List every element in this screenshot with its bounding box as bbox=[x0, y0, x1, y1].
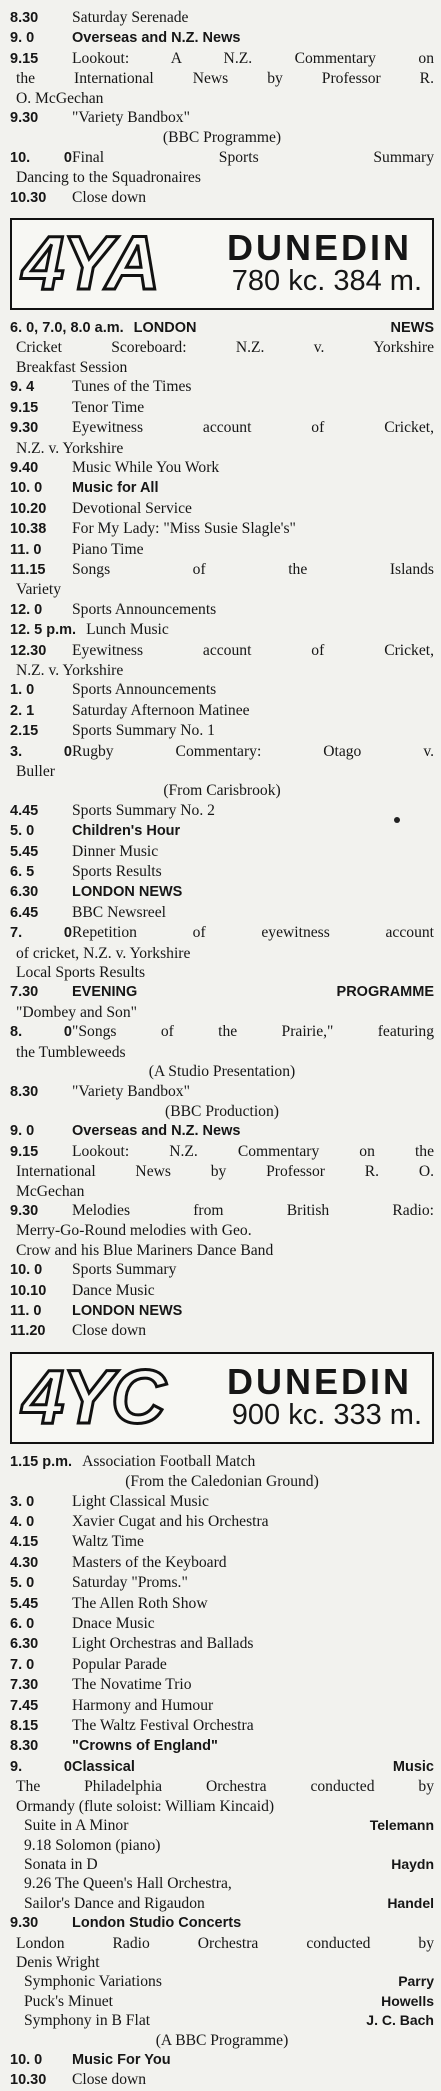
programme-entry bbox=[10, 49, 434, 108]
programme-piece bbox=[10, 1894, 434, 1913]
programme-time: 9.15 bbox=[10, 50, 39, 67]
programme-title: Harmony and Humour bbox=[72, 1696, 214, 1714]
station-banner-4ya bbox=[10, 218, 434, 310]
listings-top bbox=[10, 8, 434, 208]
programme-time: 5.45 bbox=[10, 843, 39, 860]
programme-entry bbox=[10, 540, 434, 560]
entry-first-line bbox=[10, 1913, 434, 1933]
programme-title: Children's Hour bbox=[72, 823, 181, 840]
piece-title: Symphony in B Flat bbox=[24, 2012, 151, 2030]
programme-time: 6.30 bbox=[10, 1636, 39, 1653]
programme-title: Light Orchestras and Ballads bbox=[72, 1635, 254, 1653]
piece-title: Symphonic Variations bbox=[24, 1973, 162, 1991]
programme-entry bbox=[10, 1532, 434, 1552]
entry-first-line bbox=[10, 398, 434, 418]
programme-entry bbox=[10, 2070, 434, 2090]
programme-title: "Songs of the Prairie," featuring bbox=[72, 1023, 434, 1041]
entry-first-line bbox=[10, 28, 434, 48]
programme-time: 9. 0 bbox=[10, 1123, 35, 1140]
entry-first-line bbox=[10, 903, 434, 923]
programme-time: 3. 0 bbox=[10, 743, 72, 760]
programme-credit: (A BBC Programme) bbox=[155, 2031, 289, 2049]
entry-first-line bbox=[10, 1696, 434, 1716]
programme-title: Saturday Serenade bbox=[72, 9, 189, 26]
programme-title: Lookout: A N.Z. Commentary on bbox=[72, 49, 434, 67]
programme-time: 10. 0 bbox=[10, 2051, 43, 2068]
programme-title: Final Sports Summary bbox=[72, 148, 434, 166]
entry-first-line bbox=[10, 49, 434, 69]
station-call-sign: 4YA bbox=[22, 221, 159, 307]
programme-title: Rugby Commentary: Otago v. bbox=[72, 742, 434, 760]
programme-entry bbox=[10, 882, 434, 902]
entry-first-line bbox=[10, 641, 434, 661]
programme-piece bbox=[10, 1992, 434, 2011]
programme-title: Music for All bbox=[72, 480, 159, 497]
programme-entry bbox=[10, 620, 434, 640]
programme-title: The Novatime Trio bbox=[72, 1676, 192, 1694]
programme-detail: Crow and his Blue Mariners Dance Band bbox=[16, 1241, 274, 1259]
programme-detail: O. McGechan bbox=[16, 89, 104, 107]
programme-title: Tunes of the Times bbox=[72, 378, 192, 396]
programme-time: 7. 0 bbox=[10, 925, 72, 942]
entry-first-line bbox=[10, 458, 434, 478]
programme-entry bbox=[10, 478, 434, 498]
programme-detail: Variety bbox=[16, 581, 62, 599]
programme-credit: (BBC Production) bbox=[165, 1102, 279, 1120]
programme-entry bbox=[10, 108, 434, 148]
entry-first-line bbox=[10, 1281, 434, 1301]
entry-first-line bbox=[10, 418, 434, 438]
programme-time: 1.15 p.m. bbox=[10, 1453, 73, 1470]
piece-composer: Handel bbox=[387, 1894, 434, 1911]
programme-entry bbox=[10, 903, 434, 923]
piece-composer: Haydn bbox=[391, 1855, 434, 1872]
programme-time: 2.15 bbox=[10, 723, 39, 740]
entry-first-line bbox=[10, 862, 434, 882]
programme-time: 9.30 bbox=[10, 420, 39, 437]
entry-first-line bbox=[10, 8, 434, 28]
programme-time: 6. 0, 7.0, 8.0 a.m. bbox=[10, 320, 124, 337]
programme-title: Dnace Music bbox=[72, 1615, 155, 1633]
programme-title: Tenor Time bbox=[72, 398, 145, 416]
entry-first-line bbox=[10, 148, 434, 168]
programme-entry bbox=[10, 1281, 434, 1301]
programme-piece bbox=[10, 1874, 434, 1893]
programme-title: Classical Music bbox=[72, 1758, 434, 1775]
programme-entry bbox=[10, 680, 434, 700]
entry-first-line bbox=[10, 1512, 434, 1532]
programme-time: 11. 0 bbox=[10, 1302, 42, 1319]
programme-title: Sports Summary No. 1 bbox=[72, 722, 215, 740]
programme-entry bbox=[10, 801, 434, 821]
programme-title: Piano Time bbox=[72, 540, 144, 558]
programme-title: Dance Music bbox=[72, 1281, 155, 1299]
programme-entry bbox=[10, 1614, 434, 1634]
programme-entry bbox=[10, 148, 434, 188]
programme-entry bbox=[10, 1022, 434, 1081]
programme-entry bbox=[10, 1634, 434, 1654]
programme-piece bbox=[10, 1816, 434, 1835]
programme-detail: the International News by Professor R. bbox=[16, 70, 434, 88]
programme-title: "Variety Bandbox" bbox=[72, 109, 190, 127]
programme-time: 10.30 bbox=[10, 2072, 47, 2089]
programme-time: 4. 0 bbox=[10, 1514, 35, 1530]
programme-entry bbox=[10, 1452, 434, 1492]
programme-time: 5. 0 bbox=[10, 1575, 35, 1592]
programme-entry bbox=[10, 1492, 434, 1512]
programme-entry bbox=[10, 519, 434, 539]
programme-detail: N.Z. v. Yorkshire bbox=[16, 661, 124, 679]
programme-entry bbox=[10, 742, 434, 801]
programme-piece bbox=[10, 1836, 434, 1855]
piece-title: Sonata in D bbox=[24, 1855, 98, 1873]
programme-title: Overseas and N.Z. News bbox=[72, 30, 241, 47]
programme-detail: Ormandy (flute soloist: William Kincaid) bbox=[16, 1797, 275, 1815]
programme-entry bbox=[10, 418, 434, 458]
programme-credit: (A Studio Presentation) bbox=[148, 1063, 296, 1081]
piece-title: Puck's Minuet bbox=[24, 1992, 114, 2010]
programme-title: Close down bbox=[72, 188, 147, 206]
programme-detail: Denis Wright bbox=[16, 1953, 100, 1971]
piece-composer: Parry bbox=[398, 1973, 434, 1990]
programme-title: Lunch Music bbox=[86, 621, 169, 639]
programme-detail: McGechan bbox=[16, 1182, 85, 1200]
entry-first-line bbox=[10, 600, 434, 620]
station-frequency: 900 kc. 333 m. bbox=[231, 1398, 422, 1431]
programme-time: 7.30 bbox=[10, 1677, 39, 1694]
programme-entry bbox=[10, 1716, 434, 1736]
programme-detail: of cricket, N.Z. v. Yorkshire bbox=[16, 944, 191, 962]
programme-time: 6. 5 bbox=[10, 864, 35, 881]
programme-time: 10. 0 bbox=[10, 1262, 43, 1279]
entry-first-line bbox=[10, 882, 434, 902]
programme-title: Saturday "Proms." bbox=[72, 1574, 188, 1592]
piece-title: Sailor's Dance and Rigaudon bbox=[24, 1894, 205, 1912]
entry-first-line bbox=[10, 519, 434, 539]
entry-first-line bbox=[10, 801, 434, 821]
programme-entry bbox=[10, 1321, 434, 1341]
entry-first-line bbox=[10, 1634, 434, 1654]
programme-time: 9.15 bbox=[10, 399, 39, 416]
programme-entry bbox=[10, 499, 434, 519]
programme-detail: London Radio Orchestra conducted by bbox=[16, 1934, 434, 1952]
programme-credit: (BBC Programme) bbox=[162, 129, 282, 147]
programme-time: 7.30 bbox=[10, 984, 39, 1001]
programme-time: 11.15 bbox=[10, 561, 46, 578]
programme-entry bbox=[10, 701, 434, 721]
station-city: DUNEDIN bbox=[226, 227, 412, 269]
programme-entry bbox=[10, 1260, 434, 1280]
entry-first-line bbox=[10, 188, 434, 208]
entry-first-line bbox=[10, 1655, 434, 1675]
programme-time: 6. 0 bbox=[10, 1616, 35, 1633]
programme-entry bbox=[10, 1121, 434, 1141]
programme-piece bbox=[10, 2011, 434, 2030]
programme-entry bbox=[10, 1201, 434, 1260]
entry-first-line bbox=[10, 923, 434, 943]
entry-first-line bbox=[10, 1321, 434, 1341]
programme-title: For My Lady: "Miss Susie Slagle's" bbox=[72, 520, 296, 538]
programme-entry bbox=[10, 458, 434, 478]
entry-first-line bbox=[10, 821, 434, 841]
programme-time: 8.30 bbox=[10, 10, 39, 26]
entry-first-line bbox=[10, 1757, 434, 1777]
programme-entry bbox=[10, 1301, 434, 1321]
programme-title: Sports Announcements bbox=[72, 681, 217, 699]
station-frequency: 780 kc. 384 m. bbox=[231, 265, 422, 298]
programme-title: Songs of the Islands bbox=[72, 560, 434, 578]
programme-title: Melodies from British Radio: bbox=[72, 1201, 434, 1219]
programme-title: LONDON NEWS bbox=[72, 1302, 183, 1319]
programme-title: Saturday Afternoon Matinee bbox=[72, 701, 250, 719]
programme-time: 9. 0 bbox=[10, 1758, 72, 1775]
programme-time: 4.30 bbox=[10, 1554, 39, 1571]
programme-time: 5. 0 bbox=[10, 823, 35, 840]
entry-first-line bbox=[10, 742, 434, 762]
entry-first-line bbox=[10, 842, 434, 862]
programme-time: 10.38 bbox=[10, 521, 47, 538]
programme-time: 5.45 bbox=[10, 1595, 39, 1612]
programme-title: Sports Summary No. 2 bbox=[72, 801, 215, 819]
entry-first-line bbox=[10, 377, 434, 397]
programme-title: Sports Announcements bbox=[72, 600, 217, 618]
programme-entry bbox=[10, 188, 434, 208]
entry-first-line bbox=[10, 1573, 434, 1593]
entry-first-line bbox=[10, 1736, 434, 1756]
programme-credit: (From Carisbrook) bbox=[163, 782, 281, 800]
programme-title: "Variety Bandbox" bbox=[72, 1082, 190, 1100]
programme-entry bbox=[10, 2050, 434, 2070]
programme-entry bbox=[10, 721, 434, 741]
programme-entry bbox=[10, 842, 434, 862]
piece-composer: J. C. Bach bbox=[366, 2012, 434, 2029]
programme-title: Music While You Work bbox=[72, 458, 220, 476]
programme-time: 6.30 bbox=[10, 884, 39, 901]
programme-title: LONDON NEWS bbox=[133, 320, 434, 337]
entry-first-line bbox=[10, 560, 434, 580]
programme-detail: Dancing to the Squadronaires bbox=[16, 169, 201, 187]
programme-entry bbox=[10, 28, 434, 48]
programme-entry bbox=[10, 1757, 434, 1913]
programme-time: 4.45 bbox=[10, 802, 39, 819]
programme-title: The Allen Roth Show bbox=[72, 1594, 208, 1612]
programme-entry bbox=[10, 641, 434, 681]
programme-title: EVENING PROGRAMME bbox=[72, 984, 434, 1001]
entry-first-line bbox=[10, 620, 434, 640]
piece-title: 9.18 Solomon (piano) bbox=[24, 1836, 161, 1854]
entry-first-line bbox=[10, 1675, 434, 1695]
programme-time: 10. 0 bbox=[10, 480, 43, 497]
programme-entry bbox=[10, 923, 434, 982]
entry-first-line bbox=[10, 1614, 434, 1634]
entry-first-line bbox=[10, 1492, 434, 1512]
programme-title: Association Football Match bbox=[82, 1452, 256, 1470]
programme-entry bbox=[10, 821, 434, 841]
programme-detail: Buller bbox=[16, 763, 55, 780]
piece-title: 9.26 The Queen's Hall Orchestra, bbox=[24, 1875, 232, 1893]
programme-time: 9.30 bbox=[10, 1202, 39, 1219]
entry-first-line bbox=[10, 499, 434, 519]
programme-entry bbox=[10, 1553, 434, 1573]
programme-time: 8.30 bbox=[10, 1738, 39, 1755]
entry-first-line bbox=[10, 1301, 434, 1321]
programme-detail: N.Z. v. Yorkshire bbox=[16, 439, 124, 457]
programme-time: 8.30 bbox=[10, 1083, 39, 1100]
programme-title: Eyewitness account of Cricket, bbox=[72, 641, 434, 659]
programme-title: Popular Parade bbox=[72, 1655, 167, 1673]
programme-title: Masters of the Keyboard bbox=[72, 1553, 227, 1571]
programme-title: Overseas and N.Z. News bbox=[72, 1123, 241, 1140]
listings-column bbox=[10, 8, 434, 2091]
programme-detail: "Dombey and Son" bbox=[16, 1003, 138, 1021]
programme-time: 12.30 bbox=[10, 642, 47, 659]
programme-entry bbox=[10, 1512, 434, 1532]
station-call-sign: 4YC bbox=[22, 1354, 164, 1440]
station-banner-4yc bbox=[10, 1352, 434, 1444]
programme-piece bbox=[10, 1855, 434, 1874]
programme-entry bbox=[10, 600, 434, 620]
programme-piece bbox=[10, 1972, 434, 1991]
programme-title: The Waltz Festival Orchestra bbox=[72, 1717, 254, 1735]
entry-first-line bbox=[10, 1082, 434, 1102]
entry-first-line bbox=[10, 680, 434, 700]
programme-entry bbox=[10, 1675, 434, 1695]
programme-title: Light Classical Music bbox=[72, 1492, 209, 1510]
programme-entry bbox=[10, 8, 434, 28]
listings-4ya bbox=[10, 318, 434, 1342]
entry-first-line bbox=[10, 1142, 434, 1162]
programme-detail: Merry-Go-Round melodies with Geo. bbox=[16, 1222, 252, 1240]
programme-title: "Crowns of England" bbox=[72, 1738, 218, 1755]
programme-time: 7. 0 bbox=[10, 1656, 35, 1673]
programme-entry bbox=[10, 1573, 434, 1593]
entry-first-line bbox=[10, 1452, 434, 1472]
programme-time: 9. 0 bbox=[10, 30, 35, 47]
programme-detail: the Tumbleweeds bbox=[16, 1043, 126, 1061]
entry-first-line bbox=[10, 540, 434, 560]
entry-first-line bbox=[10, 1260, 434, 1280]
entry-first-line bbox=[10, 1201, 434, 1221]
programme-credit: (From the Caledonian Ground) bbox=[125, 1473, 319, 1491]
programme-time: 10. 0 bbox=[10, 149, 72, 166]
entry-first-line bbox=[10, 108, 434, 128]
programme-time: 7.45 bbox=[10, 1697, 39, 1714]
listings-4yc bbox=[10, 1452, 434, 2091]
programme-time: 10.30 bbox=[10, 189, 47, 206]
programme-detail: International News by Professor R. O. bbox=[16, 1163, 434, 1181]
programme-entry bbox=[10, 377, 434, 397]
programme-title: LONDON NEWS bbox=[72, 884, 183, 901]
programme-title: Repetition of eyewitness account bbox=[72, 924, 434, 942]
programme-entry bbox=[10, 318, 434, 377]
programme-title: Eyewitness account of Cricket, bbox=[72, 419, 434, 437]
entry-first-line bbox=[10, 1594, 434, 1614]
programme-title: Dinner Music bbox=[72, 842, 159, 860]
entry-first-line bbox=[10, 2070, 434, 2090]
programme-time: 3. 0 bbox=[10, 1493, 35, 1510]
programme-entry bbox=[10, 1655, 434, 1675]
ink-speck bbox=[394, 817, 400, 823]
programme-time: 4.15 bbox=[10, 1534, 39, 1551]
programme-time: 10.20 bbox=[10, 500, 47, 517]
programme-time: 9. 4 bbox=[10, 379, 35, 396]
programme-title: London Studio Concerts bbox=[72, 1915, 242, 1932]
programme-entry bbox=[10, 862, 434, 882]
entry-first-line bbox=[10, 2050, 434, 2070]
programme-entry bbox=[10, 1142, 434, 1201]
programme-title: Waltz Time bbox=[72, 1533, 144, 1551]
programme-title: Sports Results bbox=[72, 863, 162, 881]
entry-first-line bbox=[10, 318, 434, 338]
programme-time: 2. 1 bbox=[10, 702, 35, 719]
programme-entry bbox=[10, 398, 434, 418]
entry-first-line bbox=[10, 721, 434, 741]
programme-title: Devotional Service bbox=[72, 499, 192, 517]
entry-first-line bbox=[10, 701, 434, 721]
programme-detail: Local Sports Results bbox=[16, 964, 146, 982]
programme-time: 9.30 bbox=[10, 1915, 39, 1932]
programme-title: Music For You bbox=[72, 2051, 171, 2068]
entry-first-line bbox=[10, 1022, 434, 1042]
entry-first-line bbox=[10, 478, 434, 498]
programme-entry bbox=[10, 560, 434, 600]
programme-title: Sports Summary bbox=[72, 1261, 177, 1279]
entry-first-line bbox=[10, 1553, 434, 1573]
programme-title: Lookout: N.Z. Commentary on the bbox=[72, 1142, 434, 1160]
programme-time: 8. 0 bbox=[10, 1024, 72, 1041]
programme-title: Xavier Cugat and his Orchestra bbox=[72, 1513, 269, 1530]
entry-first-line bbox=[10, 1532, 434, 1552]
programme-entry bbox=[10, 1696, 434, 1716]
programme-detail: Cricket Scoreboard: N.Z. v. Yorkshire bbox=[16, 339, 434, 357]
programme-time: 6.45 bbox=[10, 904, 39, 921]
entry-first-line bbox=[10, 982, 434, 1002]
piece-title: Suite in A Minor bbox=[24, 1817, 129, 1835]
programme-detail: The Philadelphia Orchestra conducted by bbox=[16, 1778, 434, 1796]
programme-time: 11. 0 bbox=[10, 541, 42, 558]
programme-title: BBC Newsreel bbox=[72, 903, 166, 921]
programme-time: 9.30 bbox=[10, 110, 39, 127]
programme-entry bbox=[10, 1082, 434, 1122]
programme-time: 10.10 bbox=[10, 1282, 47, 1299]
programme-title: Close down bbox=[72, 2071, 147, 2089]
programme-time: 11.20 bbox=[10, 1323, 46, 1340]
programme-entry bbox=[10, 1594, 434, 1614]
programme-time: 12. 0 bbox=[10, 601, 43, 618]
piece-composer: Telemann bbox=[369, 1817, 434, 1834]
programme-entry bbox=[10, 1913, 434, 2050]
programme-time: 8.15 bbox=[10, 1718, 39, 1735]
programme-time: 1. 0 bbox=[10, 682, 35, 699]
programme-detail: Breakfast Session bbox=[16, 358, 128, 376]
piece-composer: Howells bbox=[381, 1992, 434, 2009]
programme-time: 12. 5 p.m. bbox=[10, 622, 77, 639]
programme-entry bbox=[10, 982, 434, 1022]
programme-time: 9.40 bbox=[10, 459, 39, 476]
programme-time: 9.15 bbox=[10, 1143, 39, 1160]
programme-entry bbox=[10, 1736, 434, 1756]
station-city: DUNEDIN bbox=[226, 1360, 412, 1402]
entry-first-line bbox=[10, 1716, 434, 1736]
programme-title: Close down bbox=[72, 1322, 147, 1340]
entry-first-line bbox=[10, 1121, 434, 1141]
